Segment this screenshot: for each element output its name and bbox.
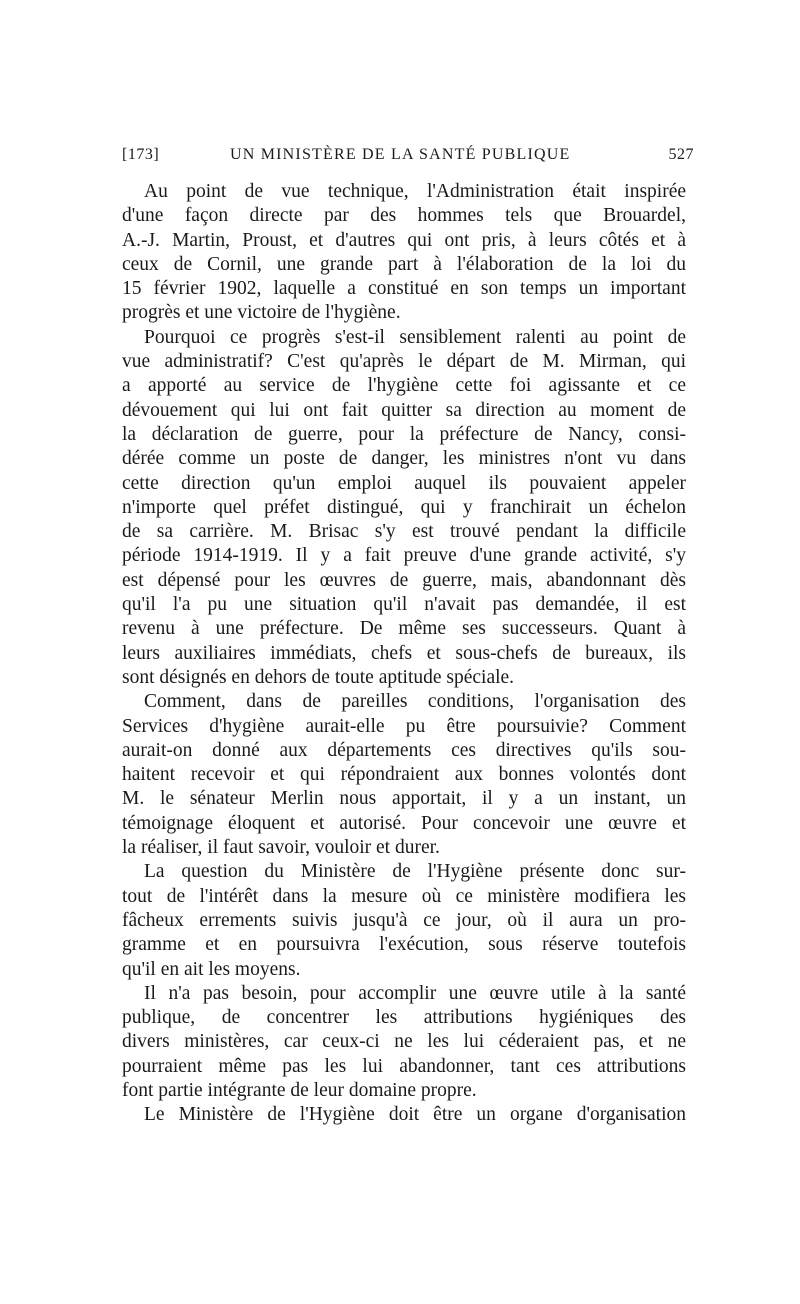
text-line: fâcheux errements suivis jusqu'à ce jour, où il aura un pro- [122, 909, 686, 931]
text-line: la réaliser, il faut savoir, vouloir et durer. [122, 837, 440, 859]
text-line: est dépensé pour les œuvres de guerre, mais, abandonnant dès [122, 569, 686, 591]
text-line: Le Ministère de l'Hygiène doit être un organe d'organisation [144, 1104, 686, 1126]
text-line: ceux de Cornil, une grande part à l'élaboration de la loi du [122, 253, 686, 275]
text-line: A.-J. Martin, Proust, et d'autres qui ont pris, à leurs côtés et à [122, 229, 686, 251]
text-line: Comment, dans de pareilles conditions, l'organisation des [144, 691, 686, 713]
text-line: gramme et en poursuivra l'exécution, sous réserve toutefois [122, 934, 686, 956]
text-line: sont désignés en dehors de toute aptitude spéciale. [122, 666, 515, 688]
text-line: progrès et une victoire de l'hygiène. [122, 302, 401, 324]
text-line: vue administratif? C'est qu'après le départ de M. Mirman, qui [122, 351, 686, 373]
text-line: n'importe quel préfet distingué, qui y franchirait un échelon [122, 496, 686, 518]
text-line: leurs auxiliaires immédiats, chefs et sous-chefs de bureaux, ils [122, 642, 686, 664]
text-line: tout de l'intérêt dans la mesure où ce ministère modifiera les [122, 885, 686, 907]
text-line: haitent recevoir et qui répondraient aux bonnes volontés dont [122, 764, 686, 786]
running-header [122, 146, 694, 168]
text-line: aurait-on donné aux départements ces directives qu'ils sou- [122, 739, 686, 761]
text-line: Au point de vue technique, l'Administration était inspirée [144, 181, 686, 202]
text-line: pourraient même pas les lui abandonner, tant ces attributions [122, 1055, 686, 1077]
text-line: divers ministères, car ceux-ci ne les lui céderaient pas, et ne [122, 1031, 686, 1053]
text-line: publique, de concentrer les attributions hygiéniques des [122, 1007, 686, 1029]
text-line: la déclaration de guerre, pour la préfecture de Nancy, consi- [122, 423, 686, 445]
text-line: d'une façon directe par des hommes tels que Brouardel, [122, 205, 686, 227]
text-line: revenu à une préfecture. De même ses successeurs. Quant à [122, 618, 686, 640]
text-line: font partie intégrante de leur domaine propre. [122, 1079, 477, 1101]
text-line: cette direction qu'un emploi auquel ils pouvaient appeler [122, 472, 686, 494]
text-line: a apporté au service de l'hygiène cette foi agissante et ce [122, 375, 686, 397]
text-line: dévouement qui lui ont fait quitter sa direction au moment de [122, 399, 686, 421]
text-line: M. le sénateur Merlin nous apportait, il y a un instant, un [122, 788, 686, 810]
text-line: La question du Ministère de l'Hygiène présente donc sur- [144, 861, 686, 883]
text-line: de sa carrière. M. Brisac s'y est trouvé pendant la difficile [122, 521, 686, 543]
text-line: Pourquoi ce progrès s'est-il sensiblement ralenti au point de [144, 326, 686, 348]
text-line: dérée comme un poste de danger, les ministres n'ont vu dans [122, 448, 686, 470]
page-number: 527 [668, 146, 694, 163]
text-line: 15 février 1902, laquelle a constitué en son temps un important [122, 278, 686, 300]
text-line: Services d'hygiène aurait-elle pu être poursuivie? Comment [122, 715, 686, 737]
text-line: Il n'a pas besoin, pour accomplir une œuvre utile à la santé [144, 982, 686, 1004]
page-reference: [173] [122, 146, 160, 163]
running-title: UN MINISTÈRE DE LA SANTÉ PUBLIQUE [230, 146, 571, 163]
text-line: qu'il l'a pu une situation qu'il n'avait pas demandée, il est [122, 594, 686, 616]
text-line: témoignage éloquent et autorisé. Pour concevoir une œuvre et [122, 812, 686, 834]
text-line: période 1914-1919. Il y a fait preuve d'une grande activité, s'y [122, 545, 686, 567]
text-line: qu'il en ait les moyens. [122, 958, 301, 980]
body-text [122, 180, 686, 1128]
